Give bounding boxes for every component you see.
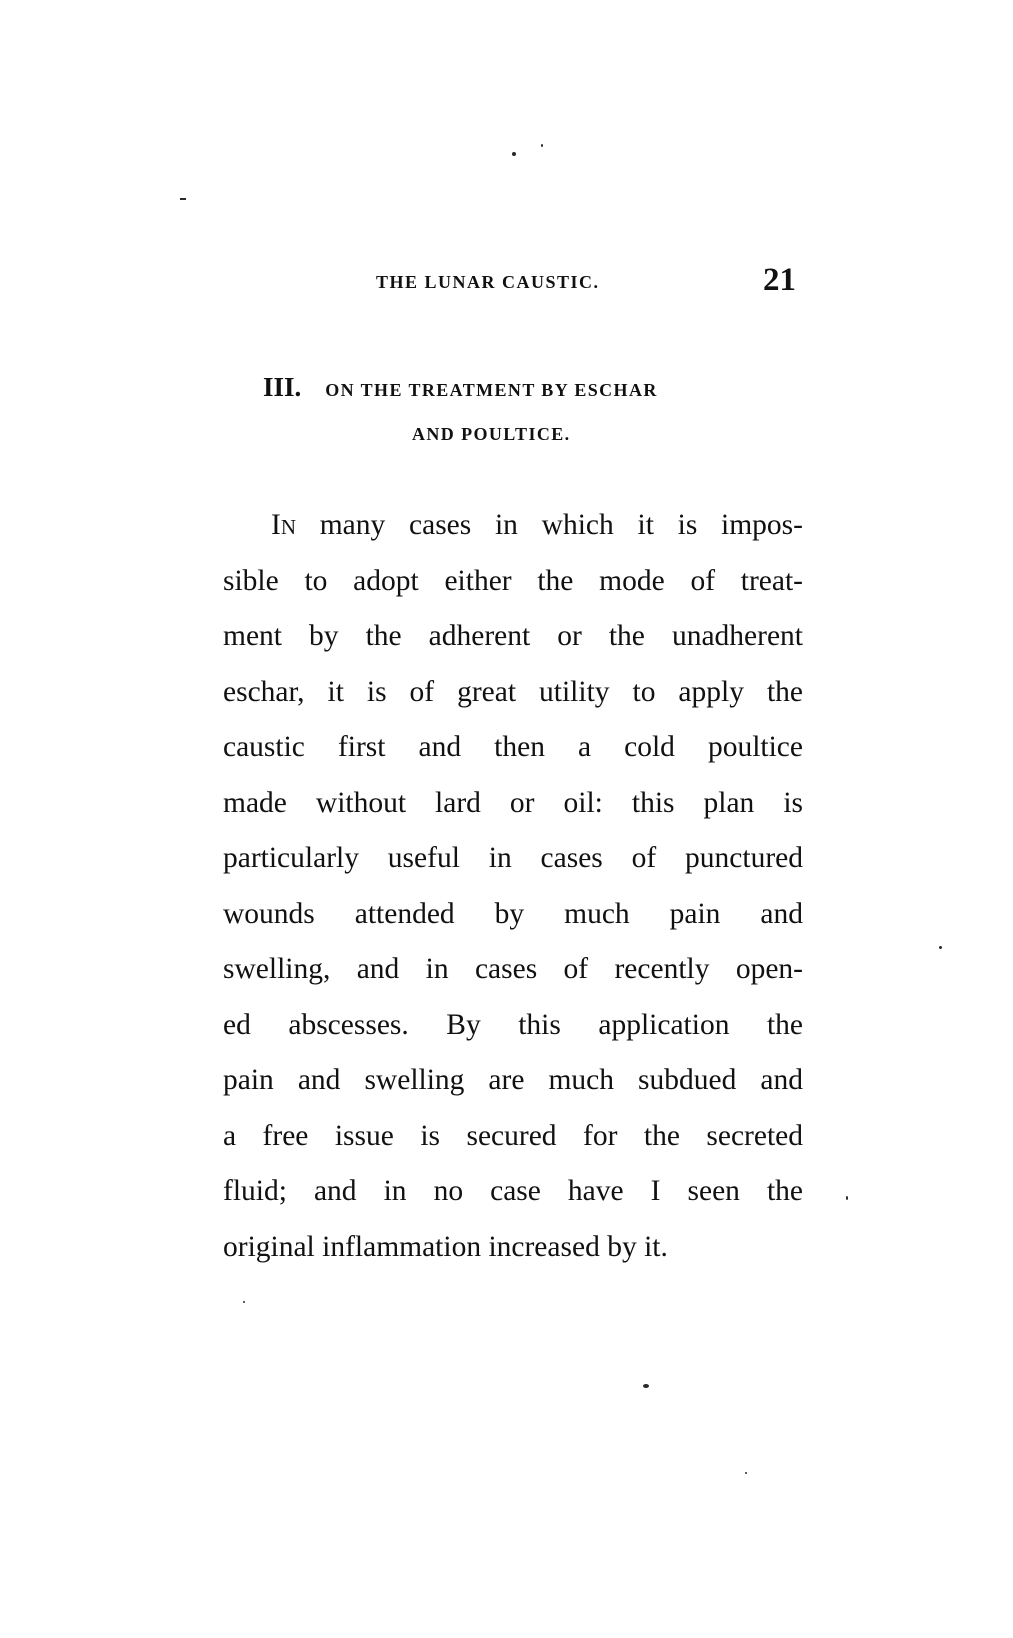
body-paragraph: [223, 498, 803, 1275]
section-numeral: III.: [263, 372, 302, 402]
page-number: 21: [763, 262, 796, 298]
body-line: ment by the adherent or the unadherent: [223, 620, 803, 652]
body-line: sible to adopt either the mode of treat-: [223, 564, 803, 597]
scan-speck: [846, 1196, 848, 1200]
body-line: ed abscesses. By this application the: [223, 1008, 803, 1041]
scan-speck: [243, 1301, 245, 1303]
body-line: caustic first and then a cold poultice: [223, 731, 803, 763]
body-line: fluid; and in no case have I seen the: [223, 1175, 803, 1207]
running-head: THE LUNAR CAUSTIC.: [376, 272, 600, 292]
body-line: [223, 498, 803, 554]
body-line: particularly useful in cases of punctured: [223, 842, 803, 874]
lead-small-caps: In: [271, 509, 296, 541]
section-title-line1: ON THE TREATMENT BY ESCHAR: [325, 380, 658, 400]
body-line: made without lard or oil: this plan is: [223, 786, 803, 819]
scan-speck: [939, 946, 942, 949]
scan-speck: [541, 144, 543, 147]
body-line: original inflammation increased by it.: [223, 1230, 668, 1263]
body-line: wounds attended by much pain and: [223, 897, 803, 930]
section-title-line2: AND POULTICE.: [412, 424, 571, 444]
body-line: swelling, and in cases of recently open-: [223, 953, 803, 985]
section-heading: [263, 372, 773, 403]
body-line: eschar, it is of great utility to apply the: [223, 675, 803, 708]
body-line: a free issue is secured for the secreted: [223, 1119, 803, 1152]
scan-speck: [512, 152, 516, 156]
scan-speck: [180, 198, 186, 200]
scan-speck: [745, 1472, 747, 1474]
body-line: pain and swelling are much subdued and: [223, 1064, 803, 1096]
scan-speck: [643, 1384, 649, 1388]
body-line-text: many cases in which it is impos-: [296, 509, 803, 541]
